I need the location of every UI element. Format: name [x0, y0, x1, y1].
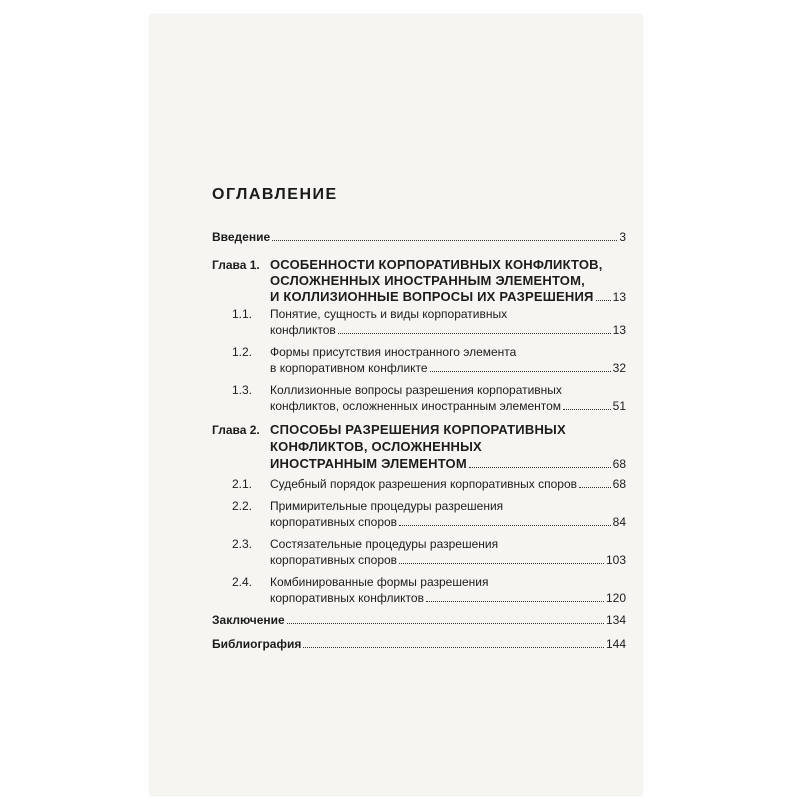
section-title-line: в корпоративном конфликте — [270, 361, 428, 375]
section-1-2-last-line — [270, 360, 626, 376]
leader-dots — [399, 525, 611, 526]
leader-dots — [596, 300, 611, 301]
leader-dots — [338, 333, 611, 334]
leader-dots — [287, 623, 604, 624]
section-title-line: Понятие, сущность и виды корпоративных — [270, 307, 508, 321]
section-page: 13 — [612, 323, 626, 337]
section-number: 2.1. — [232, 477, 253, 491]
chapter-2-page: 68 — [612, 457, 626, 471]
section-title-line: Коллизионные вопросы разрешения корпоративных — [270, 383, 562, 397]
chapter-1-label: Глава 1. — [212, 258, 260, 272]
section-2-1-line — [270, 476, 626, 492]
section-title-line: корпоративных конфликтов — [270, 591, 424, 605]
leader-dots — [430, 371, 611, 372]
section-title-line: корпоративных споров — [270, 515, 398, 529]
toc-entry-label: Заключение — [212, 613, 285, 627]
section-page: 51 — [612, 399, 626, 413]
section-1-1-last-line — [270, 322, 626, 338]
chapter-1-title-last-line — [270, 288, 626, 305]
section-page: 120 — [605, 591, 626, 605]
section-number: 2.4. — [232, 575, 253, 589]
section-number: 1.2. — [232, 345, 253, 359]
leader-dots — [469, 467, 611, 468]
toc-entry-page: 144 — [605, 637, 626, 651]
leader-dots — [399, 563, 604, 564]
section-page: 103 — [605, 553, 626, 567]
chapter-2-title-line: КОНФЛИКТОВ, ОСЛОЖНЕННЫХ — [270, 439, 482, 454]
section-page: 84 — [612, 515, 626, 529]
section-title-line: корпоративных споров — [270, 553, 398, 567]
chapter-2-title-last-line — [270, 455, 626, 472]
leader-dots — [579, 487, 611, 488]
chapter-1-title-line: И КОЛЛИЗИОННЫЕ ВОПРОСЫ ИХ РАЗРЕШЕНИЯ — [270, 289, 594, 304]
chapter-1-title-line: ОСОБЕННОСТИ КОРПОРАТИВНЫХ КОНФЛИКТОВ, — [270, 257, 603, 272]
section-title-line: Примирительные процедуры разрешения — [270, 499, 504, 513]
section-2-2-last-line — [270, 514, 626, 530]
toc-entry-label: Библиография — [212, 637, 302, 651]
section-number: 2.2. — [232, 499, 253, 513]
section-page: 68 — [612, 477, 626, 491]
section-title-line: Состязательные процедуры разрешения — [270, 537, 499, 551]
section-2-3-last-line — [270, 552, 626, 568]
leader-dots — [303, 647, 604, 648]
toc-entry-conclusion — [212, 612, 626, 628]
section-title-line: Формы присутствия иностранного элемента — [270, 345, 517, 359]
section-title-line: Комбинированные формы разрешения — [270, 575, 489, 589]
toc-entry-label: Введение — [212, 230, 271, 244]
chapter-2-label: Глава 2. — [212, 423, 260, 437]
section-number: 2.3. — [232, 537, 253, 551]
toc-entry-bibliography — [212, 636, 626, 652]
section-title-line: конфликтов — [270, 323, 336, 337]
section-number: 1.3. — [232, 383, 253, 397]
chapter-2-title-line: СПОСОБЫ РАЗРЕШЕНИЯ КОРПОРАТИВНЫХ — [270, 422, 566, 437]
section-1-3-last-line — [270, 398, 626, 414]
toc-entry-intro — [212, 229, 626, 245]
chapter-1-title-line: ОСЛОЖНЕННЫХ ИНОСТРАННЫМ ЭЛЕМЕНТОМ, — [270, 273, 585, 288]
toc-title: ОГЛАВЛЕНИЕ — [212, 186, 338, 203]
chapter-2-title-line: ИНОСТРАННЫМ ЭЛЕМЕНТОМ — [270, 456, 467, 471]
leader-dots — [563, 409, 611, 410]
toc-entry-page: 3 — [619, 230, 626, 244]
section-page: 32 — [612, 361, 626, 375]
leader-dots — [426, 601, 604, 602]
toc-entry-page: 134 — [605, 613, 626, 627]
leader-dots — [272, 240, 617, 241]
chapter-1-page: 13 — [612, 290, 626, 304]
section-title-line: Судебный порядок разрешения корпоративных споров — [270, 477, 578, 491]
section-2-4-last-line — [270, 590, 626, 606]
section-number: 1.1. — [232, 307, 253, 321]
section-title-line: конфликтов, осложненных иностранным элементом — [270, 399, 562, 413]
